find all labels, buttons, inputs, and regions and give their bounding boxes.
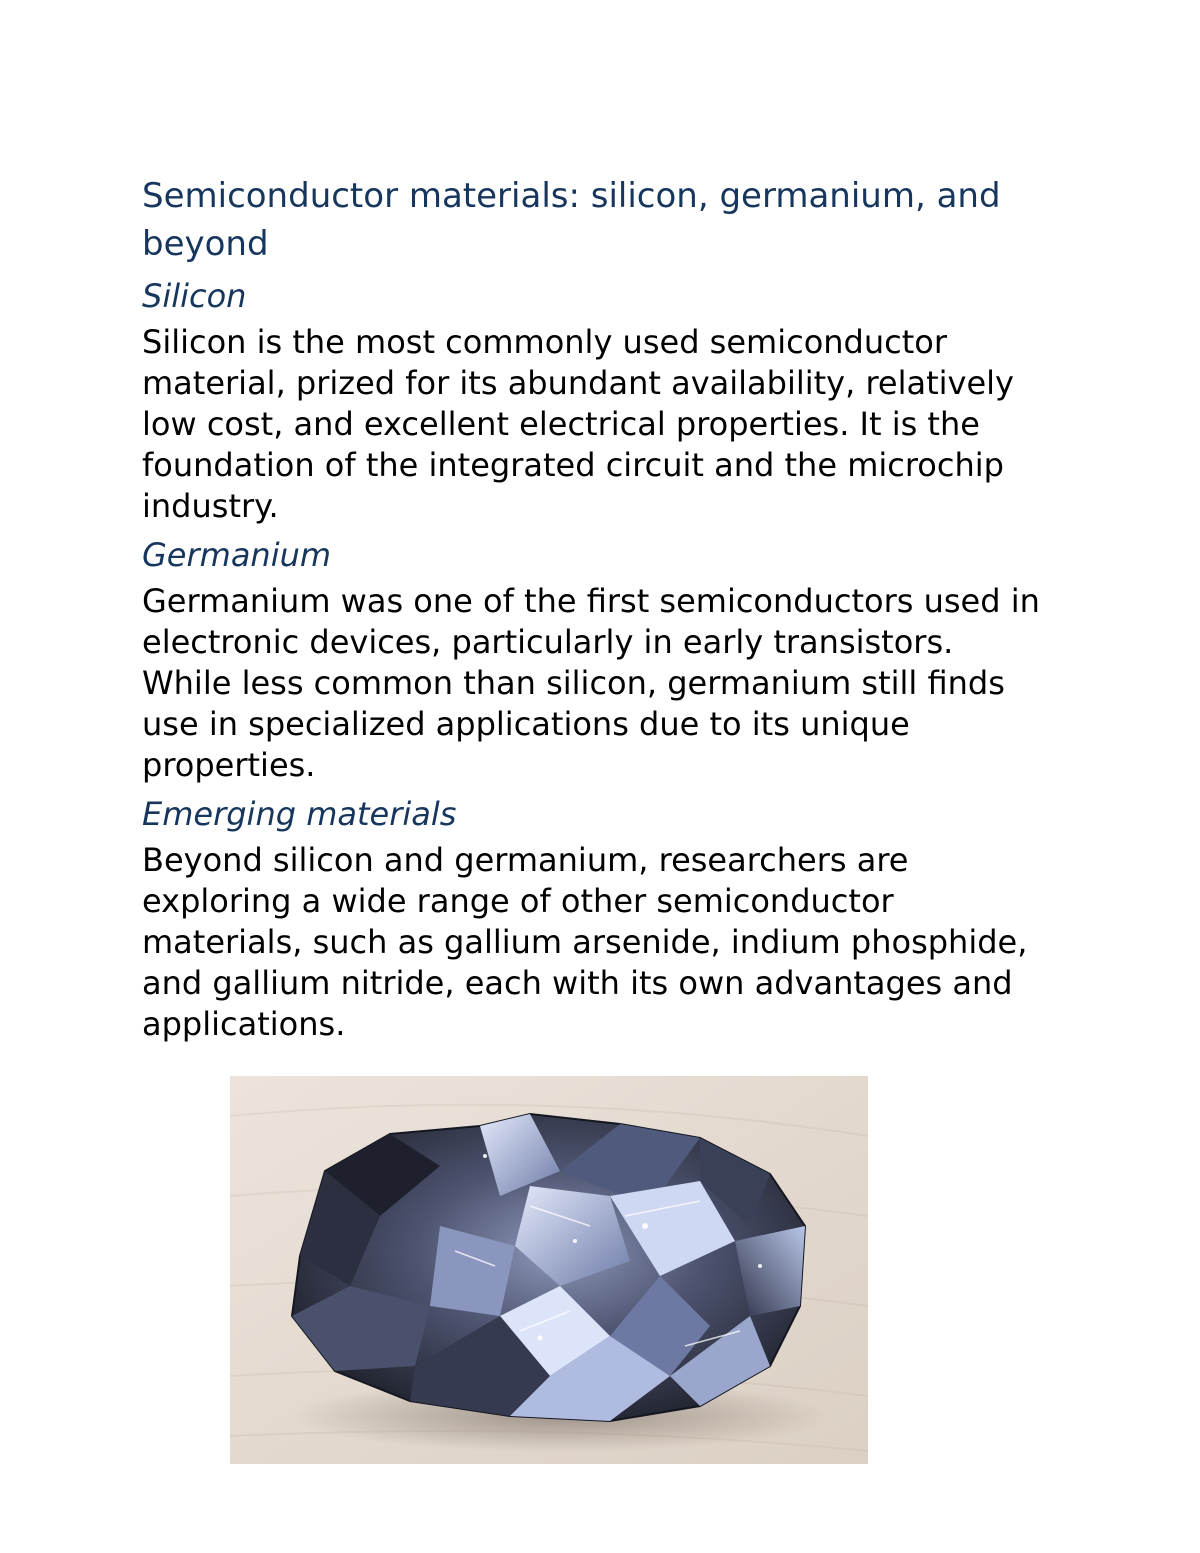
silicon-crystal-photo	[230, 1076, 868, 1464]
document-title: Semiconductor materials: silicon, germanium, and beyond	[142, 176, 1001, 264]
section-heading-germanium: Germanium	[142, 536, 332, 574]
section-body-germanium: Germanium was one of the first semiconductors used in electronic devices, particularly in early transistors. While less common than silicon, germanium still finds use in specialized applications due to its unique properties.	[142, 582, 1040, 784]
section-body-silicon: Silicon is the most commonly used semiconductor material, prized for its abundant availability, relatively low cost, and excellent electrical properties. It is the foundation of the integrated circuit and the microchip industry.	[142, 323, 1014, 525]
section-heading-emerging-materials: Emerging materials	[142, 795, 457, 833]
section-body-emerging-materials: Beyond silicon and germanium, researchers are exploring a wide range of other semiconductor materials, such as gallium arsenide, indium phosphide, and gallium nitride, each with its own advantages and applications.	[142, 841, 1028, 1043]
section-heading-silicon: Silicon	[142, 277, 247, 315]
document-content	[142, 172, 1052, 1045]
